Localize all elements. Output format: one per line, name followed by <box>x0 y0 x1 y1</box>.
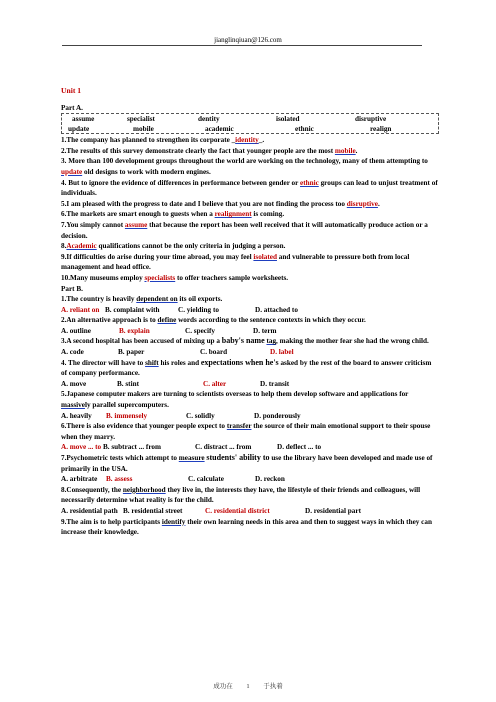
item-text: qualifications cannot be the only criteria in judging a person. <box>96 242 286 251</box>
item-answer: update <box>61 167 83 176</box>
option-choice: A. move <box>61 379 87 388</box>
part-a-item <box>61 220 439 241</box>
item-text: old designs to work with modern engines. <box>82 167 211 176</box>
question-text: the source of their main emotional support to their spouse when they marry. <box>61 422 431 441</box>
part-a-items <box>61 135 439 283</box>
option-choice: A. arbitrate <box>61 475 98 484</box>
word-box-word: dentity <box>198 115 220 124</box>
item-text: 8. <box>61 242 67 251</box>
part-a-item <box>61 156 439 177</box>
part-b-question <box>61 294 439 305</box>
option-choice: B. complaint with <box>105 305 160 314</box>
part-a-item <box>61 252 439 273</box>
underlined-term: neighborhood <box>122 485 166 494</box>
part-b-question <box>61 421 439 442</box>
option-choice: D. ponderously <box>254 411 301 420</box>
part-a-item <box>61 209 439 220</box>
options-row <box>61 347 439 358</box>
footer-motto-left: 成功在 <box>213 683 233 690</box>
option-choice: A. move ... to <box>61 443 102 452</box>
item-text: is coming. <box>251 210 285 219</box>
option-choice: C. yielding to <box>178 305 219 314</box>
underlined-term: dependent on <box>136 295 178 304</box>
question-text: words according to the sentence contexts in which they occur. <box>176 316 366 325</box>
part-b-question <box>61 485 439 506</box>
question-text: 2.An alternative approach is to <box>61 316 158 325</box>
underlined-term: shift <box>145 358 159 367</box>
option-choice: C. alter <box>203 379 227 388</box>
part-a-item <box>61 273 439 284</box>
part-a-item <box>61 241 439 252</box>
question-text: 4. The director will have to <box>61 358 146 367</box>
question-text: 9.The aim is to help participants <box>61 517 162 526</box>
option-choice: C. calculate <box>188 475 224 484</box>
underlined-term: define <box>157 316 177 325</box>
option-choice: C. residential district <box>205 506 270 515</box>
option-choice: D. residential part <box>305 506 361 515</box>
part-a-item <box>61 178 439 199</box>
word-box-word: mobile <box>133 125 154 134</box>
item-text: to offer teachers sample worksheets. <box>175 273 289 282</box>
document-body <box>61 86 439 538</box>
item-text: 3. More than 100 development groups throughout the world are working on the technology, many of them attempting to <box>61 157 428 166</box>
option-choice: C. distract ... from <box>195 443 252 452</box>
part-b-question <box>61 358 439 379</box>
question-text: his roles and <box>158 358 201 367</box>
underlined-term: identify <box>161 517 186 526</box>
option-choice: B. immensely <box>106 411 148 420</box>
question-text: students' ability to <box>206 453 270 462</box>
item-text: 7.You simply cannot <box>61 220 125 229</box>
item-text: 9.If difficulties do arise during your time abroad, you may feel <box>61 252 254 261</box>
part-a-item <box>61 146 439 157</box>
part-b-question <box>61 336 439 347</box>
option-choice: D. attached to <box>255 305 298 314</box>
question-text: 8.Consequently, the <box>61 485 123 494</box>
item-text: 10.Many museums employ <box>61 273 145 282</box>
underlined-term: tag <box>266 337 277 346</box>
word-box-word: isolated <box>276 115 300 124</box>
question-text: they live in, the interests they have, the lifestyle of their friends and colleagues, will necessarily determine what reality is for the child. <box>61 485 421 505</box>
options-row <box>61 379 439 390</box>
item-text: . <box>355 146 358 155</box>
question-text: ly parallel supercomputers. <box>84 401 169 410</box>
option-choice: D. deflect ... to <box>277 443 322 452</box>
question-text: its oil exports. <box>177 295 223 304</box>
underlined-term: transfer <box>226 422 252 431</box>
part-b-items <box>61 294 439 538</box>
item-text: _. <box>258 136 265 145</box>
underlined-term: measure <box>178 454 205 462</box>
option-choice: A. heavily <box>61 411 92 420</box>
question-text: 1.The country is heavily <box>61 295 137 304</box>
option-choice: B. explain <box>119 326 150 335</box>
question-text: 7.Psychometric tests which attempt to <box>61 454 179 462</box>
option-choice: B. subtract ... from <box>103 443 161 452</box>
page-number: 1 <box>246 683 250 690</box>
item-text: 6.The markets are smart enough to guests when a <box>61 210 215 219</box>
option-choice: A. residential path <box>61 506 118 515</box>
options-row <box>61 442 439 453</box>
question-text: 6.There is also evidence that younger people expect to <box>61 422 227 431</box>
word-box-word: update <box>68 125 90 134</box>
part-b-question <box>61 453 439 474</box>
item-text: 5.I am pleased with the progress to date and I believe that you are not finding the process too <box>61 199 347 208</box>
option-choice: C. specify <box>185 326 215 335</box>
option-choice: A. code <box>61 348 84 357</box>
underlined-term: massive <box>61 401 85 410</box>
item-answer: mobile <box>334 146 356 155</box>
options-row <box>61 305 439 316</box>
item-answer: Academic <box>66 242 97 251</box>
word-box-word: assume <box>72 115 95 124</box>
item-answer: isolated <box>253 252 277 261</box>
item-answer: identity <box>235 136 259 145</box>
option-choice: D. term <box>253 326 277 335</box>
footer-motto-right: 于执着 <box>263 683 283 690</box>
option-choice: B. stint <box>117 379 139 388</box>
item-text: . <box>377 199 380 208</box>
question-text: use the library have been developed and made use of primarily in the USA. <box>61 454 433 473</box>
item-answer: realignment <box>214 210 252 219</box>
question-text: expectations when he's <box>200 357 279 367</box>
part-a-label: Part A. <box>61 103 83 112</box>
word-box-word: realign <box>370 125 392 134</box>
option-choice: B. paper <box>118 348 145 357</box>
item-text: groups can lead to unjust treatment of individuals. <box>61 178 438 198</box>
options-row <box>61 506 439 517</box>
word-box <box>61 113 439 134</box>
options-row <box>61 411 439 422</box>
question-text: asked by the rest of the board to answer criticism of company performance. <box>61 358 432 378</box>
part-b-question <box>61 389 439 410</box>
item-text: that because the report has been well received that it will automatically produce action or a decision. <box>61 220 428 240</box>
part-b-question <box>61 315 439 326</box>
option-choice: C. solidly <box>186 411 215 420</box>
word-box-word: academic <box>205 125 234 134</box>
item-answer: disruptive <box>346 199 378 208</box>
word-box-row-1 <box>64 114 436 124</box>
item-answer: specialists <box>144 273 176 282</box>
unit-title: Unit 1 <box>61 86 82 95</box>
item-text: 2.The results of this survey demonstrate clearly the fact that younger people are the most <box>61 146 335 155</box>
question-text: 3.A second hospital has been accused of mixing up a <box>61 337 222 346</box>
page-footer <box>0 681 496 690</box>
part-a-item <box>61 135 439 146</box>
question-text: their own learning needs in this area and then to suggest ways in which they can increase their knowledge. <box>61 517 432 537</box>
header-email: jianglinqiuan@126.com <box>214 36 282 44</box>
options-row <box>61 326 439 337</box>
header-divider <box>62 45 422 46</box>
word-box-row-2 <box>64 124 436 134</box>
word-box-word: specialist <box>127 115 155 124</box>
options-row <box>61 474 439 485</box>
item-text: and vulnerable to pressure both from local management and head office. <box>61 252 410 272</box>
option-choice: C. board <box>200 348 228 357</box>
option-choice: D. transit <box>260 379 290 388</box>
option-choice: A. reliant on <box>61 305 100 314</box>
option-choice: D. label <box>270 348 294 357</box>
question-text: 5.Japanese computer makers are turning to scientists overseas to help them develop software and applications for <box>61 390 409 399</box>
item-text: 1.The company has planned to strengthen its corporate _ <box>61 136 236 145</box>
option-choice: B. residential street <box>123 506 183 515</box>
part-b-question <box>61 517 439 538</box>
question-text: baby's name <box>221 336 265 346</box>
item-answer: ethnic <box>300 178 319 187</box>
part-b-label: Part B. <box>61 284 83 293</box>
question-text: , making the mother fear she had the wrong child. <box>276 337 429 346</box>
option-choice: A. outline <box>61 326 91 335</box>
word-box-word: ethnic <box>295 125 314 134</box>
option-choice: D. reckon <box>255 475 285 484</box>
option-choice: B. assess <box>106 475 133 484</box>
item-text: 4. But to ignore the evidence of differences in performance between gender or <box>61 178 301 187</box>
item-answer: assume <box>124 220 148 229</box>
word-box-word: disruptive <box>355 115 387 124</box>
part-a-item <box>61 199 439 210</box>
